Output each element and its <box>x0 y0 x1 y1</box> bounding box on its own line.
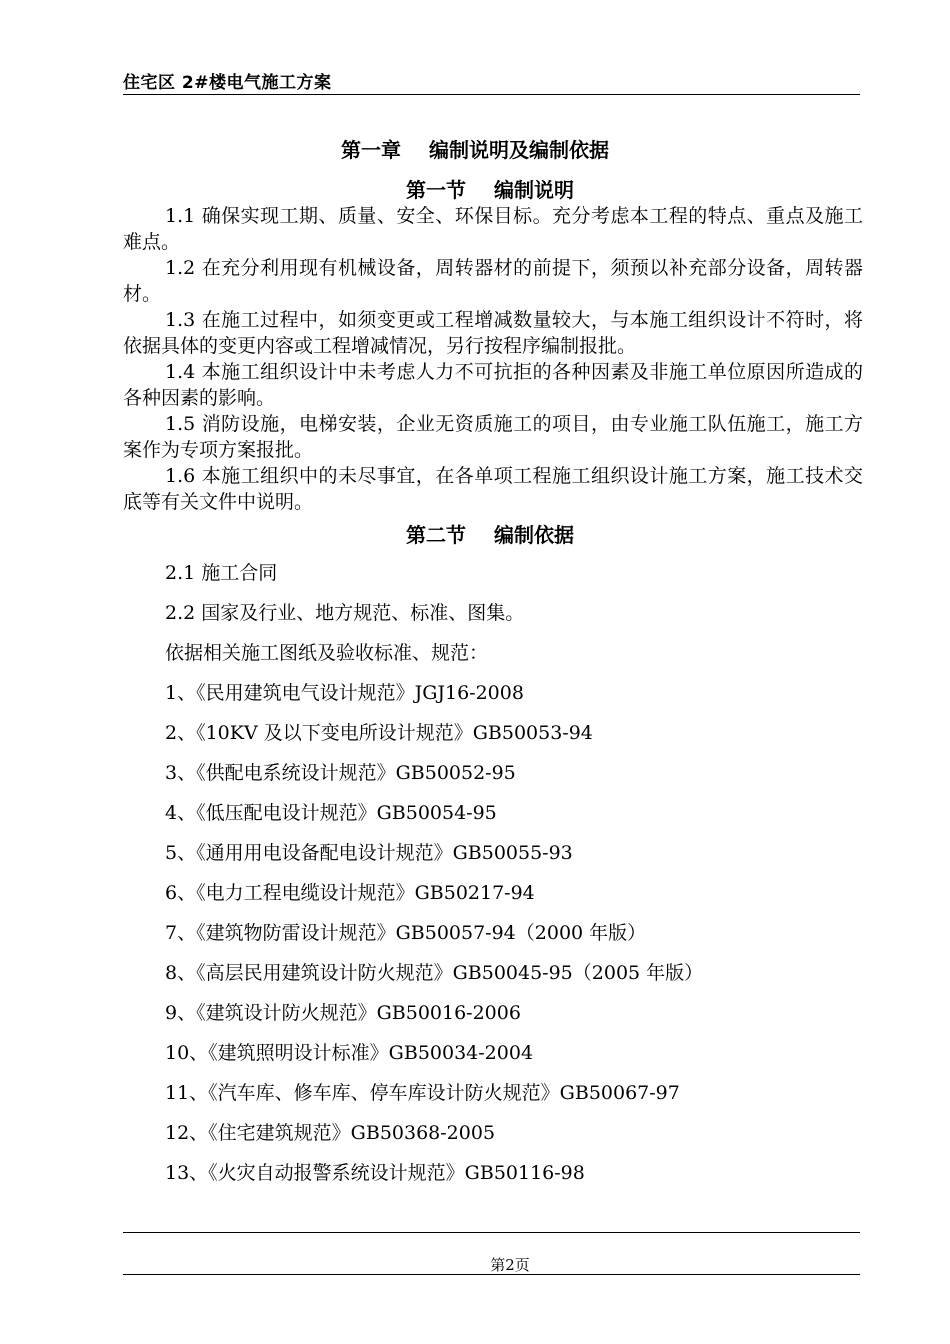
list-item: 1、《民用建筑电气设计规范》JGJ16-2008 <box>165 682 524 704</box>
paragraph: 1.6 本施工组织中的未尽事宜，在各单项工程施工组织设计施工方案，施工技术交底等有关文件中说明。 <box>123 465 863 513</box>
list-item: 2.2 国家及行业、地方规范、标准、图集。 <box>165 602 525 624</box>
list-item: 11、《汽车库、修车库、停车库设计防火规范》GB50067-97 <box>165 1082 680 1104</box>
list-item: 10、《建筑照明设计标准》GB50034-2004 <box>165 1042 534 1064</box>
list-item: 6、《电力工程电缆设计规范》GB50217-94 <box>165 882 535 904</box>
section-number: 第二节 <box>406 523 466 547</box>
list-item: 5、《通用用电设备配电设计规范》GB50055-93 <box>165 842 573 864</box>
list-item: 9、《建筑设计防火规范》GB50016-2006 <box>165 1002 521 1024</box>
list-item: 依据相关施工图纸及验收标准、规范： <box>165 642 489 664</box>
list-item: 8、《高层民用建筑设计防火规范》GB50045-95（2005 年版） <box>165 962 704 984</box>
list-item: 2、《10KV 及以下变电所设计规范》GB50053-94 <box>165 722 593 744</box>
paragraph: 1.1 确保实现工期、质量、安全、环保目标。充分考虑本工程的特点、重点及施工难点。 <box>123 205 863 253</box>
list-item: 12、《住宅建筑规范》GB50368-2005 <box>165 1122 496 1144</box>
chapter-heading <box>0 134 950 163</box>
list-item: 13、《火灾自动报警系统设计规范》GB50116-98 <box>165 1162 585 1184</box>
section-heading-1 <box>0 174 950 203</box>
list-item: 4、《低压配电设计规范》GB50054-95 <box>165 802 497 824</box>
page-number: 第2页 <box>490 1256 530 1274</box>
header-title: 住宅区 2#楼电气施工方案 <box>123 73 332 93</box>
section-heading-2 <box>0 519 950 548</box>
chapter-title: 编制说明及编制依据 <box>429 138 609 162</box>
list-item: 2.1 施工合同 <box>165 562 278 584</box>
page-header <box>123 68 860 95</box>
section-title: 编制依据 <box>494 523 574 547</box>
section-number: 第一节 <box>406 178 466 202</box>
chapter-number: 第一章 <box>341 138 401 162</box>
paragraph: 1.2 在充分利用现有机械设备，周转器材的前提下，须预以补充部分设备，周转器材。 <box>123 257 863 305</box>
section-title: 编制说明 <box>494 178 574 202</box>
list-item: 3、《供配电系统设计规范》GB50052-95 <box>165 762 516 784</box>
basis-list <box>165 558 865 1198</box>
paragraph: 1.4 本施工组织设计中未考虑人力不可抗拒的各种因素及非施工单位原因所造成的各种因素的影响。 <box>123 361 863 409</box>
footer-divider-bottom <box>123 1274 860 1275</box>
list-item: 7、《建筑物防雷设计规范》GB50057-94（2000 年版） <box>165 922 647 944</box>
paragraph: 1.5 消防设施，电梯安装，企业无资质施工的项目，由专业施工队伍施工，施工方案作为专项方案报批。 <box>123 413 863 461</box>
footer-divider-top <box>123 1232 860 1233</box>
paragraph: 1.3 在施工过程中，如须变更或工程增减数量较大，与本施工组织设计不符时，将依据具体的变更内容或工程增减情况，另行按程序编制报批。 <box>123 309 863 357</box>
paragraph-block <box>123 203 863 515</box>
